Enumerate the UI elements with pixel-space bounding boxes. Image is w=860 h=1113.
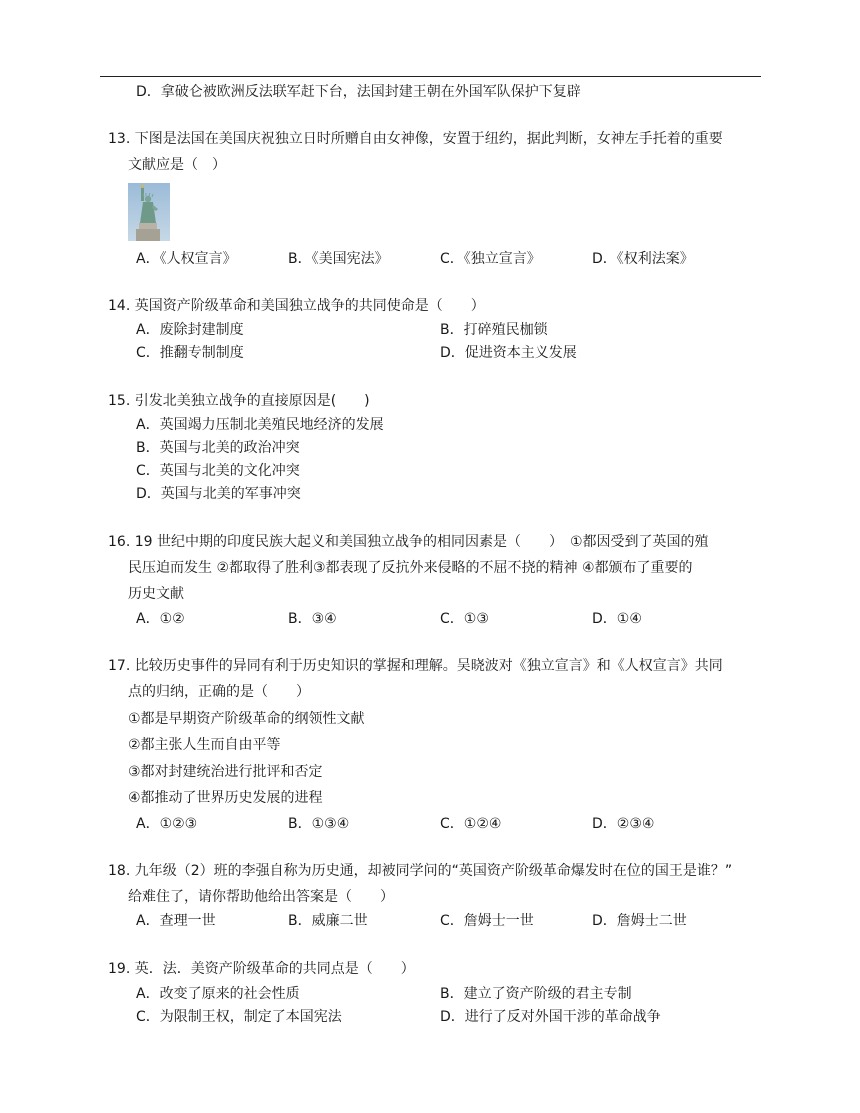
q16-stem-line2: 民压迫而发生 ②都取得了胜利③都表现了反抗外来侵略的不屈不挠的精神 ④都颁布了重要的 — [128, 560, 693, 576]
q15-option-a: A．英国竭力压制北美殖民地经济的发展 — [136, 417, 384, 433]
q19-option-d: D．进行了反对外国干涉的革命战争 — [440, 1009, 661, 1025]
q17-option-a: A．①②③ — [136, 816, 198, 832]
q18-option-d: D．詹姆士二世 — [592, 913, 687, 929]
q19-option-a: A．改变了原来的社会性质 — [136, 986, 300, 1002]
q18-stem-line1: 18. 九年级（2）班的李强自称为历史通，却被同学问的“英国资产阶级革命爆发时在位的国王是谁？” — [108, 863, 733, 879]
q16-option-d: D．①④ — [592, 611, 642, 627]
q13-option-a: A．《人权宣言》 — [136, 251, 237, 267]
q17-option-b: B．①③④ — [288, 816, 350, 832]
q17-item-2: ②都主张人生而自由平等 — [128, 737, 281, 753]
q17-item-4: ④都推动了世界历史发展的进程 — [128, 790, 323, 806]
q16-option-c: C．①③ — [440, 611, 489, 627]
q17-item-3: ③都对封建统治进行批评和否定 — [128, 764, 323, 780]
q18-option-c: C．詹姆士一世 — [440, 913, 534, 929]
q17-item-1: ①都是早期资产阶级革命的纲领性文献 — [128, 711, 365, 727]
q14-stem: 14. 英国资产阶级革命和美国独立战争的共同使命是（ ） — [108, 298, 485, 314]
header-rule — [100, 76, 761, 77]
q15-option-d: D．英国与北美的军事冲突 — [136, 486, 301, 502]
q18-option-a: A．查理一世 — [136, 913, 216, 929]
q16-option-a: A．①② — [136, 611, 185, 627]
q19-stem: 19. 英．法．美资产阶级革命的共同点是（ ） — [108, 961, 415, 977]
q14-option-c: C．推翻专制制度 — [136, 345, 244, 361]
statue-of-liberty-image — [128, 183, 170, 241]
q12-option-d: D．拿破仑被欧洲反法联军赶下台，法国封建王朝在外国军队保护下复辟 — [136, 84, 581, 100]
q14-option-a: A．废除封建制度 — [136, 322, 244, 338]
q13-option-c: C．《独立宣言》 — [440, 251, 541, 267]
q15-stem: 15. 引发北美独立战争的直接原因是( ) — [108, 393, 370, 409]
q16-stem-line3: 历史文献 — [128, 586, 184, 602]
q13-stem-line1: 13. 下图是法国在美国庆祝独立日时所赠自由女神像，安置于纽约，据此判断，女神左手托着的重要 — [108, 131, 723, 147]
q19-option-b: B．建立了资产阶级的君主专制 — [440, 986, 632, 1002]
q14-option-b: B．打碎殖民枷锁 — [440, 322, 548, 338]
q16-stem-line1: 16. 19 世纪中期的印度民族大起义和美国独立战争的相同因素是（ ） ①都因受到了英国的殖 — [108, 534, 709, 550]
q13-option-b: B．《美国宪法》 — [288, 251, 389, 267]
q17-option-d: D．②③④ — [592, 816, 655, 832]
q18-stem-line2: 给难住了，请你帮助他给出答案是（ ） — [128, 889, 394, 905]
q16-option-b: B．③④ — [288, 611, 337, 627]
q19-option-c: C．为限制王权，制定了本国宪法 — [136, 1009, 342, 1025]
q17-option-c: C．①②④ — [440, 816, 502, 832]
q15-option-b: B．英国与北美的政治冲突 — [136, 440, 300, 456]
q17-stem-line1: 17. 比较历史事件的异同有利于历史知识的掌握和理解。吴晓波对《独立宣言》和《人权宣言》共同 — [108, 658, 723, 674]
q13-stem-line2: 文献应是（ ） — [128, 157, 226, 173]
q14-option-d: D．促进资本主义发展 — [440, 345, 577, 361]
q17-stem-line2: 点的归纳，正确的是（ ） — [128, 684, 310, 700]
q15-option-c: C．英国与北美的文化冲突 — [136, 463, 300, 479]
q18-option-b: B．威廉二世 — [288, 913, 368, 929]
q13-option-d: D．《权利法案》 — [592, 251, 694, 267]
